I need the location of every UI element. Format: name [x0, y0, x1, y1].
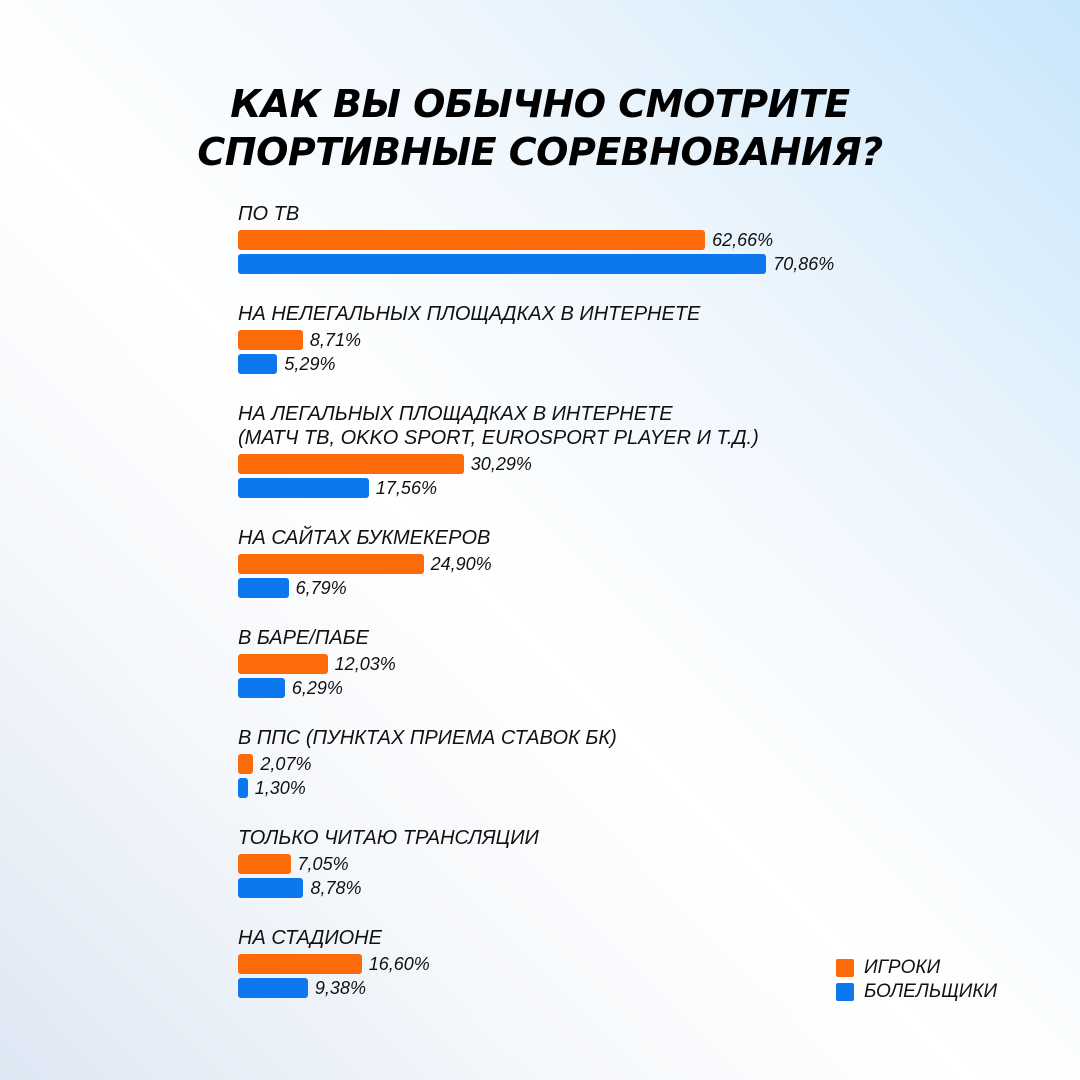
category-label: ТОЛЬКО ЧИТАЮ ТРАНСЛЯЦИИ	[238, 827, 539, 849]
category-label: НА НЕЛЕГАЛЬНЫХ ПЛОЩАДКАХ В ИНТЕРНЕТЕ	[238, 303, 701, 325]
bar-players	[238, 230, 705, 250]
bar-fans	[238, 778, 248, 798]
category-label: В ППС (ПУНКТАХ ПРИЕМА СТАВОК БК)	[238, 727, 617, 749]
value-label-players: 30,29%	[470, 454, 532, 474]
value-label-players: 7,05%	[297, 854, 349, 874]
value-label-fans: 9,38%	[314, 978, 366, 998]
value-label-players: 24,90%	[430, 554, 492, 574]
category-label: НА САЙТАХ БУКМЕКЕРОВ	[238, 527, 491, 549]
category-label: НА СТАДИОНЕ	[238, 927, 382, 949]
value-label-players: 8,71%	[309, 330, 361, 350]
bar-fans	[238, 354, 277, 374]
category-label: ПО ТВ	[238, 203, 300, 225]
value-label-fans: 5,29%	[284, 354, 336, 374]
category-label: (МАТЧ ТВ, OKKO SPORT, EUROSPORT PLAYER И Т.Д.)	[238, 427, 759, 449]
chart-title-line-1: КАК ВЫ ОБЫЧНО СМОТРИТЕ	[230, 82, 850, 126]
value-label-players: 12,03%	[334, 654, 396, 674]
value-label-players: 2,07%	[260, 754, 312, 774]
bar-players	[238, 754, 253, 774]
bar-fans	[238, 978, 308, 998]
legend-swatch-players	[836, 959, 854, 977]
value-label-fans: 17,56%	[375, 478, 437, 498]
value-label-fans: 70,86%	[773, 254, 835, 274]
legend-label-players: ИГРОКИ	[864, 957, 941, 978]
bar-players	[238, 954, 362, 974]
bar-fans	[238, 878, 303, 898]
bar-players	[238, 554, 424, 574]
bar-fans	[238, 678, 285, 698]
bar-players	[238, 854, 291, 874]
value-label-players: 62,66%	[712, 230, 774, 250]
category-label: В БАРЕ/ПАБЕ	[238, 627, 370, 649]
value-label-fans: 8,78%	[310, 878, 362, 898]
value-label-players: 16,60%	[368, 954, 430, 974]
chart-title	[0, 80, 1080, 176]
value-label-fans: 6,29%	[291, 678, 343, 698]
bar-players	[238, 330, 303, 350]
value-label-fans: 1,30%	[254, 778, 306, 798]
bar-players	[238, 654, 328, 674]
legend-label-fans: БОЛЕЛЬЩИКИ	[864, 981, 998, 1002]
legend	[836, 956, 997, 1004]
bar-fans	[238, 254, 766, 274]
legend-item-fans	[836, 980, 997, 1004]
value-label-fans: 6,79%	[295, 578, 347, 598]
category-label: НА ЛЕГАЛЬНЫХ ПЛОЩАДКАХ В ИНТЕРНЕТЕ	[238, 403, 673, 425]
bar-players	[238, 454, 464, 474]
bar-fans	[238, 578, 289, 598]
legend-swatch-fans	[836, 983, 854, 1001]
chart-title-line-2: СПОРТИВНЫЕ СОРЕВНОВАНИЯ?	[197, 130, 883, 174]
legend-item-players	[836, 956, 997, 980]
bar-fans	[238, 478, 369, 498]
